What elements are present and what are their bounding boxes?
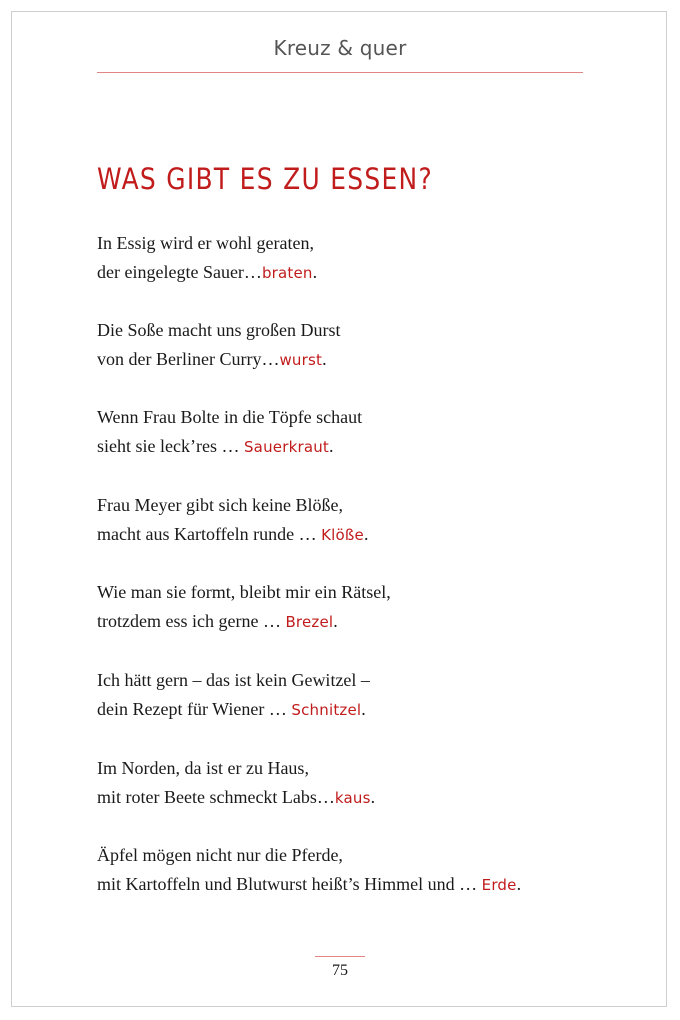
stanza <box>97 229 317 287</box>
answer-word: Klöße <box>321 526 364 544</box>
answer-word: braten <box>261 264 313 282</box>
answer-word: Brezel <box>285 613 334 631</box>
stanza-line-2 <box>97 520 368 549</box>
page-title: WAS GIBT ES ZU ESSEN? <box>97 162 434 196</box>
stanza-line-1: Wenn Frau Bolte in die Töpfe schaut <box>97 407 363 427</box>
stanza-line-2 <box>97 870 521 899</box>
answer-word: Schnitzel <box>291 701 362 719</box>
line-prefix: mit Kartoffeln und Blutwurst heißt’s Himmel und … <box>97 874 482 894</box>
line-suffix: . <box>516 874 522 894</box>
line-suffix: . <box>361 699 366 719</box>
stanza <box>97 578 391 636</box>
stanza-line-1: Ich hätt gern – das ist kein Gewitzel – <box>97 670 370 690</box>
line-suffix: . <box>322 349 327 369</box>
stanza-line-2 <box>97 345 340 374</box>
stanza <box>97 316 340 374</box>
line-suffix: . <box>370 787 376 807</box>
line-prefix: von der Berliner Curry… <box>97 349 280 369</box>
stanza <box>97 666 370 724</box>
line-suffix: . <box>333 611 338 631</box>
stanza <box>97 403 362 461</box>
stanza-line-1: Äpfel mögen nicht nur die Pferde, <box>97 845 343 865</box>
line-suffix: . <box>363 524 369 544</box>
line-prefix: mit roter Beete schmeckt Labs… <box>97 787 335 807</box>
answer-word: kaus <box>334 789 371 807</box>
answer-word: Sauerkraut <box>243 438 330 456</box>
footer-rule <box>315 956 365 957</box>
line-prefix: der eingelegte Sauer… <box>97 262 262 282</box>
stanza <box>97 491 368 549</box>
stanza <box>97 841 521 899</box>
stanza-line-1: Die Soße macht uns großen Durst <box>97 320 341 340</box>
line-suffix: . <box>312 262 318 282</box>
line-prefix: macht aus Kartoffeln runde … <box>97 524 322 544</box>
stanza-line-2 <box>97 258 317 287</box>
line-prefix: sieht sie leck’res … <box>97 436 244 456</box>
answer-word: wurst <box>279 351 323 369</box>
stanza-line-2 <box>97 607 391 636</box>
stanza-line-1: Frau Meyer gibt sich keine Blöße, <box>97 495 343 515</box>
stanza-line-1: Wie man sie formt, bleibt mir ein Rätsel, <box>97 582 391 602</box>
answer-word: Erde <box>481 876 517 894</box>
stanza <box>97 754 375 812</box>
page-number: 75 <box>332 962 348 979</box>
stanza-line-2 <box>97 783 375 812</box>
line-prefix: dein Rezept für Wiener … <box>97 699 292 719</box>
line-suffix: . <box>329 436 334 456</box>
header-rule <box>97 72 583 73</box>
stanza-line-1: In Essig wird er wohl geraten, <box>97 233 314 253</box>
line-prefix: trotzdem ess ich gerne … <box>97 611 286 631</box>
stanza-line-2 <box>97 432 362 461</box>
stanza-line-1: Im Norden, da ist er zu Haus, <box>97 758 309 778</box>
stanza-line-2 <box>97 695 370 724</box>
running-header: Kreuz & quer <box>273 36 407 60</box>
